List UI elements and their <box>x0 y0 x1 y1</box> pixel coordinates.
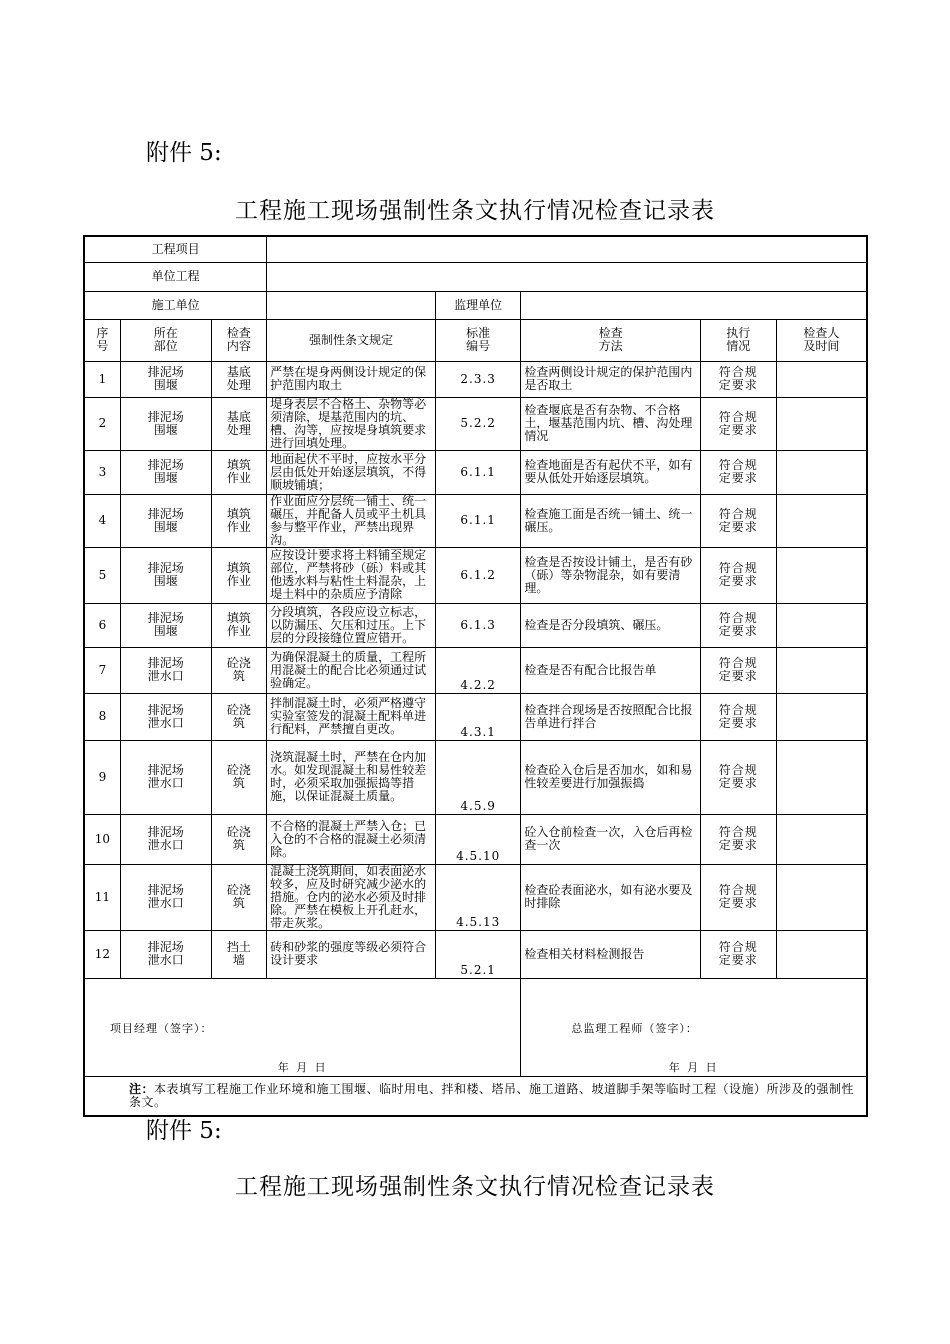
table-cell-location: 排泥场 围堰 <box>120 494 211 547</box>
table-cell-provision: 为确保混凝土的质量，工程所用混凝土的配合比必须通过试验确定。 <box>267 647 436 693</box>
info-row-unit <box>84 262 867 291</box>
table-cell-method: 检查堰底是否有杂物、不合格土，堰基范围内坑、槽、沟处理情况 <box>521 397 700 450</box>
col-inspector-header: 检查人 及时间 <box>776 319 867 361</box>
table-cell-inspector <box>776 603 867 647</box>
table-cell-seq: 7 <box>84 647 120 693</box>
table-cell-method: 检查施工面是否统一铺土、统一碾压。 <box>521 494 700 547</box>
table-cell-content: 填筑 作业 <box>211 603 267 647</box>
note-prefix: 注： <box>129 1081 155 1096</box>
col-content-header: 检查 内容 <box>211 319 267 361</box>
table-cell-provision: 作业面应分层统一铺土、统一碾压，并配备人员或平土机具参与整平作业，严禁出现界沟。 <box>267 494 436 547</box>
table-cell-status: 符合规 定要求 <box>700 814 776 864</box>
col-provision-header: 强制性条文规定 <box>267 319 436 361</box>
pm-signature-date: 年 月 日 <box>277 1061 328 1074</box>
table-cell-provision: 砖和砂浆的强度等级必须符合设计要求 <box>267 930 436 978</box>
table-cell-content: 砼浇 筑 <box>211 647 267 693</box>
table-cell-standard: 4.5.13 <box>435 864 520 930</box>
table-cell-standard: 6.1.1 <box>435 450 520 494</box>
table-row <box>84 361 867 397</box>
table-cell-location: 排泥场 泄水口 <box>120 647 211 693</box>
table-cell-provision: 分段填筑，各段应设立标志，以防漏压、欠压和过压。上下层的分段接缝位置应错开。 <box>267 603 436 647</box>
table-cell-inspector <box>776 864 867 930</box>
table-cell-method: 砼入仓前检查一次，入仓后再检查一次 <box>521 814 700 864</box>
table-cell-inspector <box>776 397 867 450</box>
table-cell-inspector <box>776 930 867 978</box>
table-cell-location: 排泥场 泄水口 <box>120 930 211 978</box>
table-cell-seq: 10 <box>84 814 120 864</box>
table-row <box>84 603 867 647</box>
project-label: 工程项目 <box>84 236 267 262</box>
table-cell-content: 填筑 作业 <box>211 450 267 494</box>
table-cell-standard: 4.5.9 <box>435 740 520 814</box>
table-cell-content: 基底 处理 <box>211 361 267 397</box>
table-cell-seq: 1 <box>84 361 120 397</box>
table-cell-location: 排泥场 泄水口 <box>120 693 211 740</box>
signature-row <box>84 978 867 1076</box>
table-cell-seq: 12 <box>84 930 120 978</box>
table-cell-content: 基底 处理 <box>211 397 267 450</box>
table-cell-method: 检查是否按设计铺土，是否有砂（砾）等杂物混杂，如有要清理。 <box>521 547 700 603</box>
col-method-header: 检查 方法 <box>521 319 700 361</box>
table-cell-standard: 4.2.2 <box>435 647 520 693</box>
table-row <box>84 864 867 930</box>
table-cell-status: 符合规 定要求 <box>700 740 776 814</box>
table-cell-seq: 3 <box>84 450 120 494</box>
note-row <box>84 1076 867 1116</box>
note-text: 本表填写工程施工作业环境和施工围堰、临时用电、拌和楼、塔吊、施工道路、坡道脚手架等临时工程（设施）所涉及的强制性条文。 <box>129 1081 855 1109</box>
project-value <box>267 236 867 262</box>
table-cell-status: 符合规 定要求 <box>700 547 776 603</box>
table-cell-status: 符合规 定要求 <box>700 494 776 547</box>
table-cell-seq: 4 <box>84 494 120 547</box>
table-cell-method: 检查是否有配合比报告单 <box>521 647 700 693</box>
table-cell-seq: 11 <box>84 864 120 930</box>
table-cell-standard: 4.5.10 <box>435 814 520 864</box>
pm-signature-label: 项目经理（签字）： <box>110 1022 213 1035</box>
table-row <box>84 450 867 494</box>
table-cell-provision: 严禁在堤身两侧设计规定的保护范围内取土 <box>267 361 436 397</box>
table-cell-content: 砼浇 筑 <box>211 693 267 740</box>
table-cell-location: 排泥场 围堰 <box>120 361 211 397</box>
table-cell-seq: 2 <box>84 397 120 450</box>
table-cell-content: 砼浇 筑 <box>211 864 267 930</box>
table-cell-standard: 5.2.2 <box>435 397 520 450</box>
unit-project-label: 单位工程 <box>84 262 267 291</box>
chief-signature-label: 总监理工程师（签字）： <box>571 1022 698 1035</box>
table-cell-provision: 地面起伏不平时，应按水平分层由低处开始逐层填筑，不得顺坡铺填； <box>267 450 436 494</box>
table-cell-inspector <box>776 547 867 603</box>
table-cell-method: 检查是否分段填筑、碾压。 <box>521 603 700 647</box>
table-cell-inspector <box>776 494 867 547</box>
inspection-record-table <box>83 235 868 1117</box>
table-cell-inspector <box>776 450 867 494</box>
contractor-label: 施工单位 <box>84 291 267 319</box>
table-cell-location: 排泥场 围堰 <box>120 397 211 450</box>
table-row <box>84 397 867 450</box>
document-title-repeat: 工程施工现场强制性条文执行情况检查记录表 <box>235 1174 715 1200</box>
table-row <box>84 930 867 978</box>
table-cell-location: 排泥场 泄水口 <box>120 864 211 930</box>
table-cell-provision: 拌制混凝土时，必须严格遵守实验室签发的混凝土配料单进行配料，严禁擅自更改。 <box>267 693 436 740</box>
table-cell-standard: 6.1.1 <box>435 494 520 547</box>
col-seq-header: 序 号 <box>84 319 120 361</box>
col-standard-header: 标准 编号 <box>435 319 520 361</box>
table-cell-content: 挡土 墙 <box>211 930 267 978</box>
table-cell-content: 砼浇 筑 <box>211 740 267 814</box>
column-header-row <box>84 319 867 361</box>
table-cell-status: 符合规 定要求 <box>700 647 776 693</box>
table-cell-standard: 4.3.1 <box>435 693 520 740</box>
table-row <box>84 693 867 740</box>
table-cell-location: 排泥场 围堰 <box>120 450 211 494</box>
table-cell-inspector <box>776 814 867 864</box>
table-cell-content: 填筑 作业 <box>211 547 267 603</box>
table-row <box>84 647 867 693</box>
table-cell-seq: 9 <box>84 740 120 814</box>
supervisor-label: 监理单位 <box>435 291 520 319</box>
table-cell-inspector <box>776 647 867 693</box>
table-cell-method: 检查砼入仓后是否加水，如和易性较差要进行加强振捣 <box>521 740 700 814</box>
table-cell-provision: 不合格的混凝土严禁入仓；已入仓的不合格的混凝土必须清除。 <box>267 814 436 864</box>
supervisor-value <box>521 291 867 319</box>
unit-project-value <box>267 262 867 291</box>
table-cell-location: 排泥场 泄水口 <box>120 814 211 864</box>
info-row-contractor <box>84 291 867 319</box>
table-cell-status: 符合规 定要求 <box>700 693 776 740</box>
table-cell-status: 符合规 定要求 <box>700 397 776 450</box>
table-cell-location: 排泥场 围堰 <box>120 603 211 647</box>
table-cell-seq: 6 <box>84 603 120 647</box>
table-cell-standard: 2.3.3 <box>435 361 520 397</box>
table-cell-inspector <box>776 361 867 397</box>
table-cell-provision: 应按设计要求将土料铺至规定部位，严禁将砂（砾）料或其他透水料与粘性土料混杂，上堤土料中的杂质应予清除 <box>267 547 436 603</box>
attachment-label-repeat: 附件 5: <box>146 1118 222 1144</box>
table-cell-provision: 堤身表层不合格土、杂物等必须清除，堤基范围内的坑、槽、沟等，应按堤身填筑要求进行回填处理。 <box>267 397 436 450</box>
document-title: 工程施工现场强制性条文执行情况检查记录表 <box>235 198 715 224</box>
info-row-project <box>84 236 867 262</box>
contractor-value <box>267 291 436 319</box>
table-cell-standard: 6.1.3 <box>435 603 520 647</box>
table-cell-provision: 浇筑混凝土时，严禁在仓内加水。如发现混凝土和易性较差时，必须采取加强振捣等措施，以保证混凝土质量。 <box>267 740 436 814</box>
table-cell-provision: 混凝土浇筑期间，如表面泌水较多，应及时研究减少泌水的措施。仓内的泌水必须及时排除。严禁在模板上开孔赶水，带走灰浆。 <box>267 864 436 930</box>
table-cell-content: 填筑 作业 <box>211 494 267 547</box>
chief-signature-date: 年 月 日 <box>668 1061 719 1074</box>
attachment-label: 附件 5: <box>146 140 222 166</box>
table-row <box>84 494 867 547</box>
table-cell-inspector <box>776 740 867 814</box>
table-cell-method: 检查两侧设计规定的保护范围内是否取土 <box>521 361 700 397</box>
table-cell-method: 检查地面是否有起伏不平，如有要从低处开始逐层填筑。 <box>521 450 700 494</box>
table-row <box>84 547 867 603</box>
table-cell-content: 砼浇 筑 <box>211 814 267 864</box>
table-cell-method: 检查砼表面泌水，如有泌水要及时排除 <box>521 864 700 930</box>
table-cell-status: 符合规 定要求 <box>700 864 776 930</box>
chief-signature-cell <box>521 978 867 1076</box>
table-row <box>84 740 867 814</box>
table-cell-status: 符合规 定要求 <box>700 603 776 647</box>
table-cell-standard: 5.2.1 <box>435 930 520 978</box>
table-row <box>84 814 867 864</box>
pm-signature-cell <box>84 978 521 1076</box>
table-cell-method: 检查拌合现场是否按照配合比报告单进行拌合 <box>521 693 700 740</box>
table-cell-status: 符合规 定要求 <box>700 450 776 494</box>
col-location-header: 所在 部位 <box>120 319 211 361</box>
table-cell-seq: 5 <box>84 547 120 603</box>
table-cell-location: 排泥场 围堰 <box>120 547 211 603</box>
table-cell-inspector <box>776 693 867 740</box>
table-cell-location: 排泥场 泄水口 <box>120 740 211 814</box>
table-cell-status: 符合规 定要求 <box>700 361 776 397</box>
table-cell-standard: 6.1.2 <box>435 547 520 603</box>
note-cell <box>84 1076 867 1116</box>
table-cell-status: 符合规 定要求 <box>700 930 776 978</box>
table-cell-seq: 8 <box>84 693 120 740</box>
col-status-header: 执行 情况 <box>700 319 776 361</box>
table-cell-method: 检查相关材料检测报告 <box>521 930 700 978</box>
